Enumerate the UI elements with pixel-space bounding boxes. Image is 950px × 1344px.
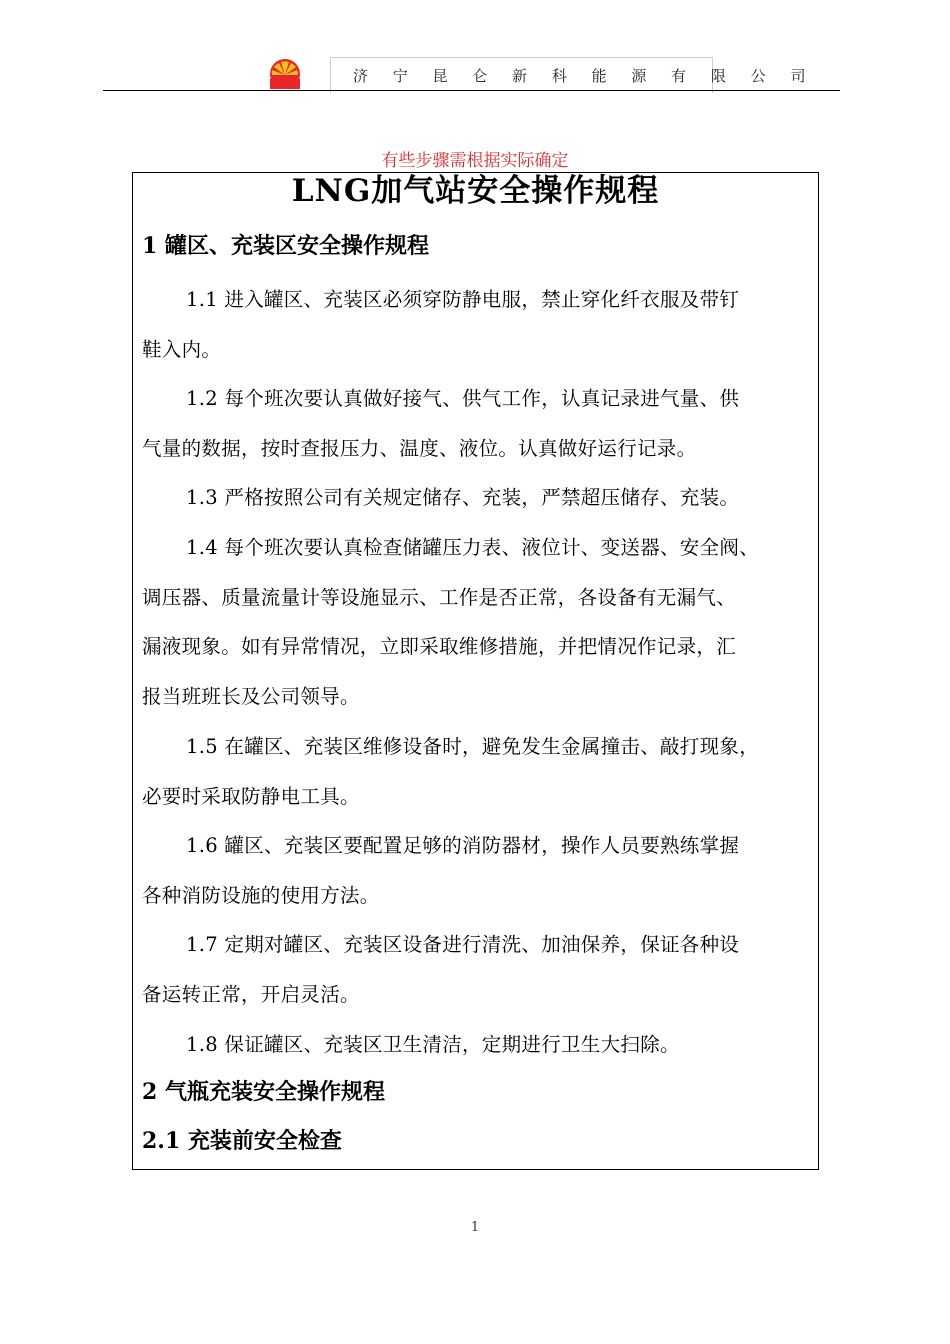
- paragraph-1-1-line-1: 1.1 进入罐区、充装区必须穿防静电服，禁止穿化纤衣服及带钉: [186, 288, 740, 311]
- paragraph-1-8-line-1: 1.8 保证罐区、充装区卫生清洁，定期进行卫生大扫除。: [186, 1033, 680, 1056]
- company-logo-icon: [268, 58, 302, 90]
- paragraph-1-6-line-1: 1.6 罐区、充装区要配置足够的消防器材，操作人员要熟练掌握: [186, 834, 740, 857]
- paragraph-1-4-line-1: 1.4 每个班次要认真检查储罐压力表、液位计、变送器、安全阀、: [186, 536, 760, 559]
- section-2-heading: 2 气瓶充装安全操作规程: [142, 1079, 385, 1105]
- paragraph-1-6-line-2: 各种消防设施的使用方法。: [142, 884, 380, 907]
- annotation-note: 有些步骤需根据实际确定: [381, 151, 569, 171]
- content-frame: [132, 172, 819, 1170]
- paragraph-1-4-line-3: 漏液现象。如有异常情况，立即采取维修措施，并把情况作记录，汇: [142, 635, 737, 658]
- paragraph-1-7-line-1: 1.7 定期对罐区、充装区设备进行清洗、加油保养，保证各种设: [186, 933, 740, 956]
- paragraph-1-2-line-2: 气量的数据，按时查报压力、温度、液位。认真做好运行记录。: [142, 437, 697, 460]
- document-title: LNG加气站安全操作规程: [291, 173, 660, 209]
- paragraph-1-4-line-2: 调压器、质量流量计等设施显示、工作是否正常，各设备有无漏气、: [142, 586, 737, 609]
- paragraph-1-4-line-4: 报当班班长及公司领导。: [142, 685, 360, 708]
- section-2-1-heading: 2.1 充装前安全检查: [142, 1128, 342, 1154]
- paragraph-1-2-line-1: 1.2 每个班次要认真做好接气、供气工作，认真记录进气量、供: [186, 387, 740, 410]
- section-1-heading: 1 罐区、充装区安全操作规程: [142, 233, 429, 259]
- paragraph-1-5-line-2: 必要时采取防静电工具。: [142, 785, 360, 808]
- paragraph-1-7-line-2: 备运转正常，开启灵活。: [142, 983, 360, 1006]
- header-divider: [103, 90, 840, 91]
- page-number: 1: [470, 1220, 480, 1235]
- company-name: 济 宁 昆 仑 新 科 能 源 有 限 公 司: [353, 67, 816, 85]
- paragraph-1-1-line-2: 鞋入内。: [142, 338, 222, 361]
- paragraph-1-3-line-1: 1.3 严格按照公司有关规定储存、充装，严禁超压储存、充装。: [186, 486, 740, 509]
- paragraph-1-5-line-1: 1.5 在罐区、充装区维修设备时，避免发生金属撞击、敲打现象，: [186, 735, 760, 758]
